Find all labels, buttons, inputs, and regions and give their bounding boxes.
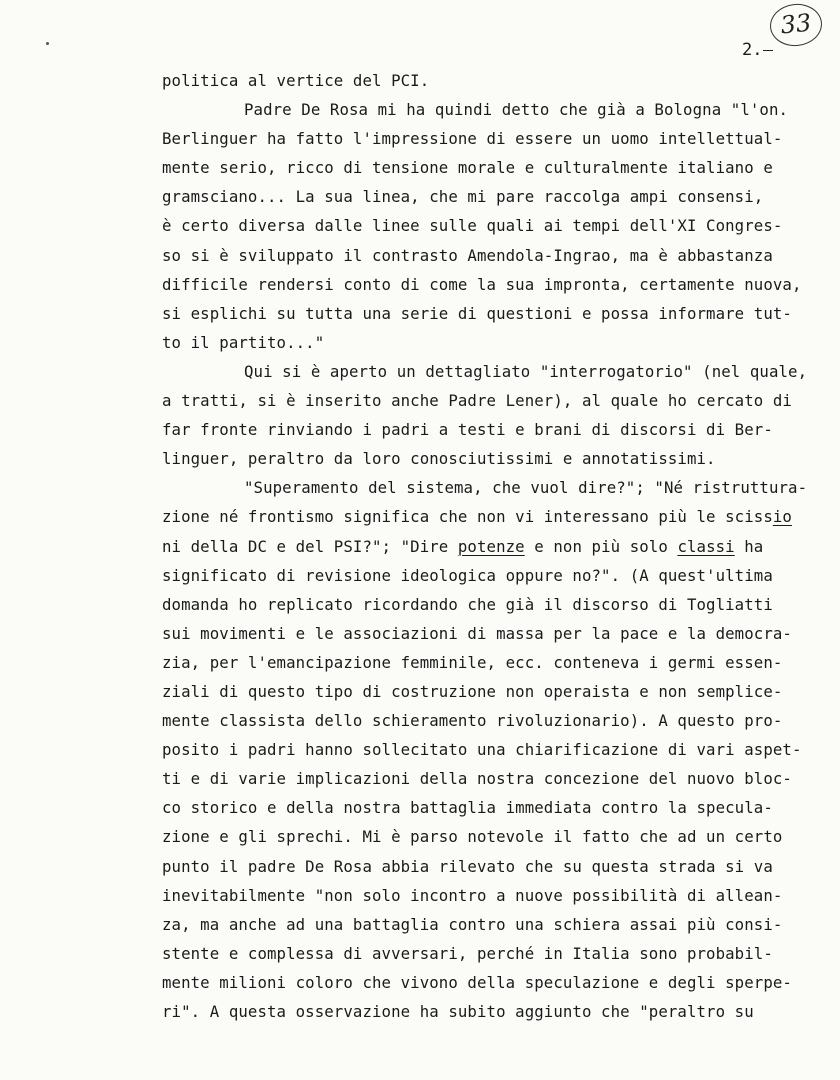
text-segment: ha	[734, 536, 764, 556]
text-line: za, ma anche ad una battaglia contro una schiera assai più consi-	[162, 914, 783, 934]
text-line: stente e complessa di avversari, perché in Italia sono probabil-	[162, 943, 773, 963]
text-segment: zione né frontismo significa che non vi interessano più le sciss	[162, 507, 773, 527]
text-line: zione e gli sprechi. Mi è parso notevole il fatto che ad un certo	[162, 827, 783, 847]
text-line: Padre De Rosa mi ha quindi detto che già a Bologna "l'on.	[244, 100, 789, 120]
margin-mark	[46, 42, 49, 45]
text-line: co storico e della nostra battaglia immediata contro la specula-	[162, 798, 773, 818]
text-line: difficile rendersi conto di come la sua impronta, certamente nuova,	[162, 274, 802, 294]
text-line: ziali di questo tipo di costruzione non operaista e non semplice-	[162, 681, 783, 701]
underlined-word: potenze	[457, 536, 525, 556]
page-number: 2.	[742, 40, 773, 60]
folio-number: 33	[768, 1, 824, 48]
typed-text-body	[162, 66, 840, 1026]
text-line: mente classista dello schieramento rivoluzionario). A questo pro-	[162, 711, 783, 731]
text-line: a tratti, si è inserito anche Padre Lener), al quale ho cercato di	[162, 391, 792, 411]
text-line: è certo diversa dalle linee sulle quali ai tempi dell'XI Congres-	[162, 216, 783, 236]
text-segment: ni della DC e del PSI?"; "Dire	[162, 536, 458, 556]
text-line: domanda ho replicato ricordando che già il discorso di Togliatti	[162, 594, 773, 614]
text-line: so si è sviluppato il contrasto Amendola-Ingrao, ma è abbastanza	[162, 245, 773, 265]
text-line: ti e di varie implicazioni della nostra concezione del nuovo bloc-	[162, 769, 792, 789]
text-line: Berlinguer ha fatto l'impressione di essere un uomo intellettual-	[162, 129, 783, 149]
text-line: gramsciano... La sua linea, che mi pare raccolga ampi consensi,	[162, 187, 764, 207]
underlined-word: classi	[677, 536, 735, 556]
text-line: inevitabilmente "non solo incontro a nuove possibilità di allean-	[162, 885, 783, 905]
text-line	[162, 532, 840, 561]
text-line: politica al vertice del PCI.	[162, 71, 430, 90]
text-line: far fronte rinviando i padri a testi e brani di discorsi di Ber-	[162, 420, 773, 440]
text-line	[162, 502, 840, 531]
text-line: ri". A questa osservazione ha subito aggiunto che "peraltro su	[162, 1002, 754, 1021]
text-line: punto il padre De Rosa abbia rilevato che su questa strada si va	[162, 856, 773, 876]
text-line: linguer, peraltro da loro conosciutissimi e annotatissimi.	[162, 449, 716, 469]
text-line: si esplichi su tutta una serie di questioni e possa informare tut-	[162, 303, 792, 323]
text-line: "Superamento del sistema, che vuol dire?"; "Né ristruttura-	[244, 478, 808, 498]
text-line: mente serio, ricco di tensione morale e culturalmente italiano e	[162, 158, 773, 178]
text-line: significato di revisione ideologica oppure no?". (A quest'ultima	[162, 565, 773, 585]
text-line: mente milioni coloro che vivono della speculazione e degli sperpe-	[162, 972, 792, 992]
text-line: posito i padri hanno sollecitato una chiarificazione di vari aspet-	[162, 740, 802, 760]
text-line: Qui si è aperto un dettagliato "interrogatorio" (nel quale,	[244, 361, 808, 381]
text-line: sui movimenti e le associazioni di massa per la pace e la democra-	[162, 623, 792, 643]
text-segment: e non più solo	[524, 536, 678, 556]
underlined-word: io	[772, 507, 792, 527]
text-line: zia, per l'emancipazione femminile, ecc. conteneva i germi essen-	[162, 652, 783, 672]
text-line: to il partito..."	[162, 332, 325, 352]
